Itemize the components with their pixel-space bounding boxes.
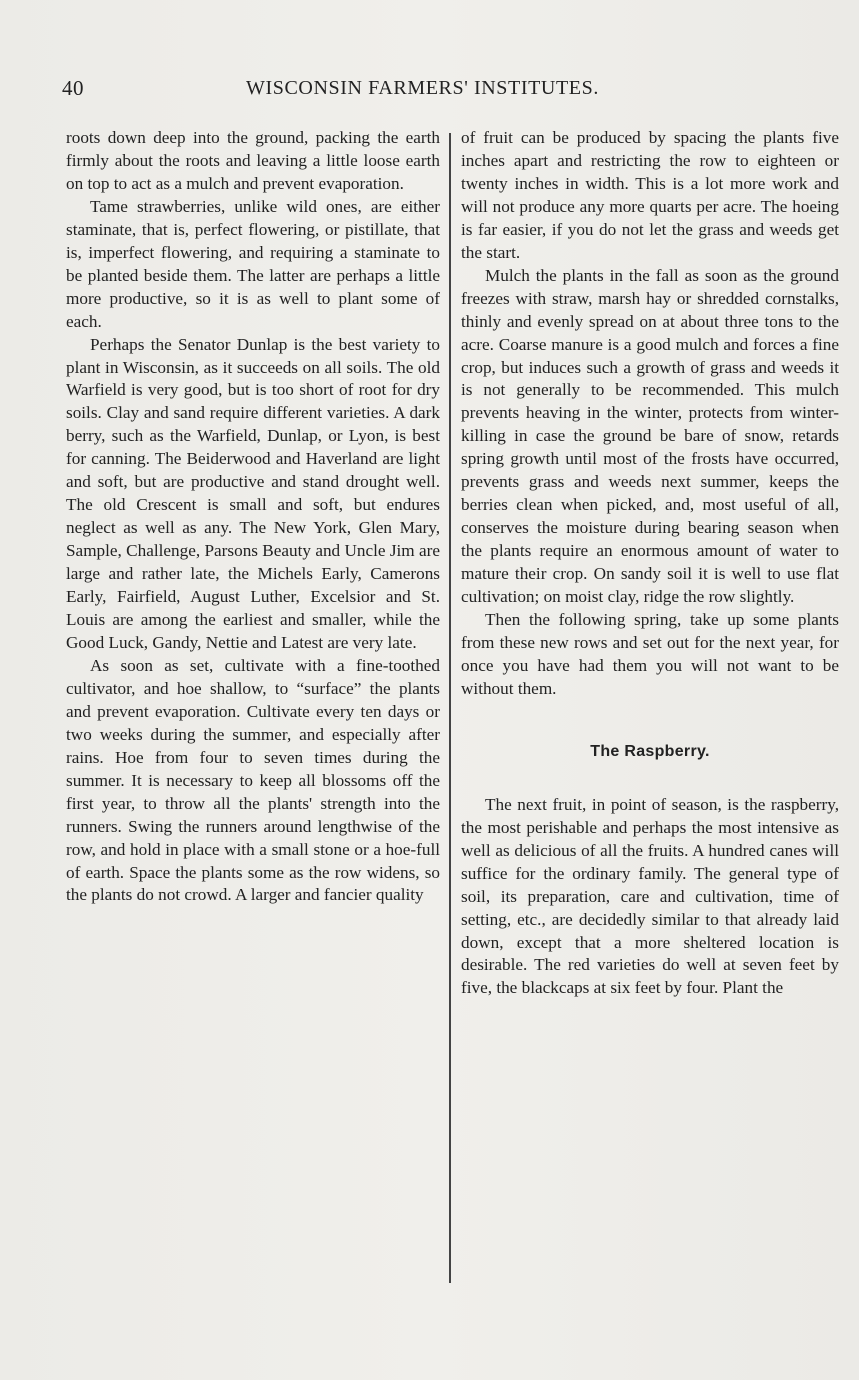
paragraph: As soon as set, cultivate with a fine-toothed cultivator, and hoe shallow, to “surface” the plants and prevent evaporation. Cultivate every ten days or two weeks during the summer, and especially after rains. Hoe from four to seven times during the summer. It is necessary to keep all blossoms off the first year, to throw all the plants' strength into the runners. Swing the runners around lengthwise of the row, and hold in place with a small stone or a hoe-full of earth. Space the plants some as the row widens, so the plants do not crowd. A larger and fancier quality xyxy=(66,655,440,905)
paragraph: Perhaps the Senator Dunlap is the best variety to plant in Wisconsin, as it succeeds on all soils. The old Warfield is very good, but is too short of root for dry soils. Clay and sand require different varieties. A dark berry, such as the Warfield, Dunlap, or Lyon, is best for canning. The Beiderwood and Haverland are light and soft, but are productive and stand drought well. The old Crescent is small and soft, but endures neglect as well as any. The New York, Glen Mary, Sample, Challenge, Parsons Beauty and Uncle Jim are large and rather late, the Michels Early, Camerons Early, Fairfield, August Luther, Excelsior and St. Louis are among the earliest and smaller, while the Good Luck, Gandy, Nettie and Latest are very late. xyxy=(66,334,440,652)
paragraph: Mulch the plants in the fall as soon as the ground freezes with straw, marsh hay or shredded cornstalks, thinly and evenly spread on at about three tons to the acre. Coarse manure is a good mulch and forces a fine crop, but induces such a growth of grass and weeds it is not generally to be recommended. This mulch prevents heaving in the winter, protects from winter-killing in case the ground be bare of snow, retards spring growth until most of the frosts have occurred, prevents grass and weeds next summer, keeps the berries clean when picked, and, most useful of all, conserves the moisture during bearing season when the plants require an enormous amount of water to mature their crop. On sandy soil it is well to use flat cultivation; on moist clay, ridge the row slightly. xyxy=(461,265,839,607)
running-head: WISCONSIN FARMERS' INSTITUTES. xyxy=(246,77,599,99)
right-column xyxy=(461,127,839,1000)
section-heading: The Raspberry. xyxy=(590,742,710,760)
left-column xyxy=(66,127,440,907)
paragraph: Tame strawberries, unlike wild ones, are either staminate, that is, perfect flowering, or pistillate, that is, imperfect flowering, and requiring a staminate to be planted beside them. The latter are perhaps a little more productive, so it is as well to plant some of each. xyxy=(66,196,440,331)
page-number: 40 xyxy=(62,76,84,100)
paragraph: roots down deep into the ground, packing the earth firmly about the roots and leaving a little loose earth on top to act as a mulch and prevent evaporation. xyxy=(66,128,440,193)
paragraph: of fruit can be produced by spacing the plants five inches apart and restricting the row to eighteen or twenty inches in width. This is a lot more work and will not produce any more quarts per acre. The hoeing is far easier, if you do not let the grass and weeds get the start. xyxy=(461,128,839,262)
column-divider xyxy=(449,133,451,1283)
paragraph: Then the following spring, take up some plants from these new rows and set out for the next year, for once you have had them you will not want to be without them. xyxy=(461,610,839,698)
paragraph: The next fruit, in point of season, is the raspberry, the most perishable and perhaps the most intensive as well as delicious of all the fruits. A hundred canes will suffice for the ordinary family. The general type of soil, its preparation, care and cultivation, time of setting, etc., are decidedly similar to that already laid down, except that a more sheltered location is desirable. The red varieties do well at seven feet by five, the blackcaps at six feet by four. Plant the xyxy=(461,794,839,998)
